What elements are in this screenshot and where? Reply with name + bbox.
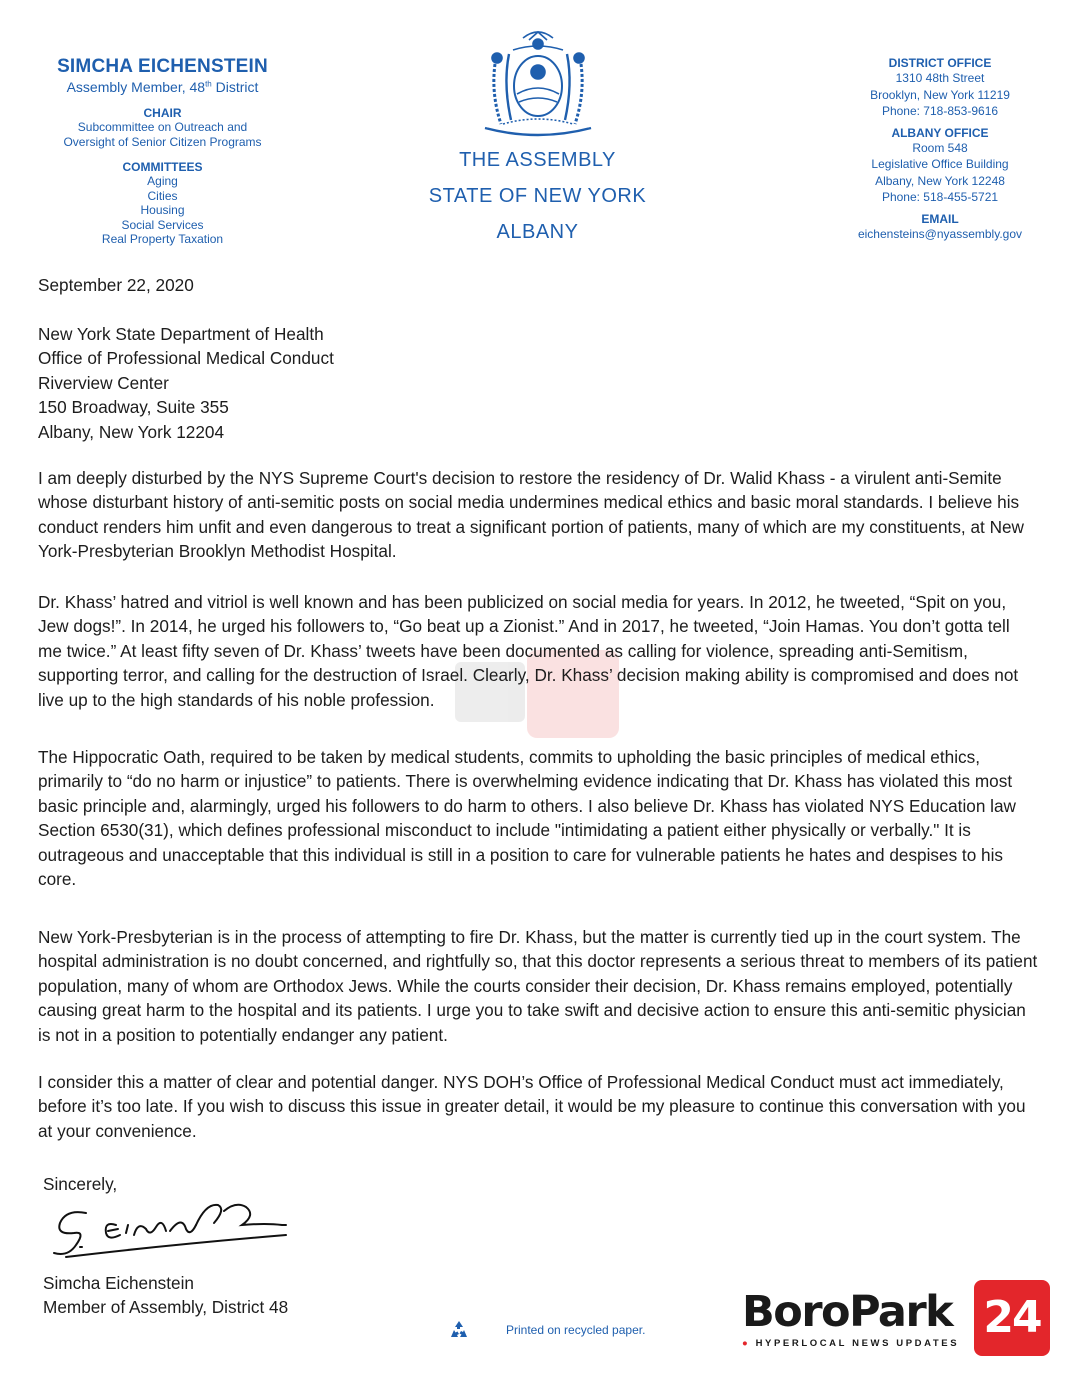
letter-paragraph: The Hippocratic Oath, required to be taken by medical students, commits to upholding the basic principles of medical ethics, primarily to “do no harm or injustice” to patients. There is overwhelming evidence indicating that Dr. Khass has violated this most basic principle and, alarmingly, urged his followers to do harm to others. I also believe Dr. Khass has violated NYS Education law Section 6530(31), which defines professional misconduct to include "intimidating a patient either physically or verbally." It is outrageous and unacceptable that this individual is still in a position to care for vulnerable patients he hates and despises to his core.	[38, 747, 1016, 890]
signer-name: Simcha Eichenstein	[43, 1273, 194, 1293]
recipient-line: Office of Professional Medical Conduct	[38, 348, 334, 369]
committees-heading: COMMITTEES	[122, 160, 203, 174]
albany-office-line: Legislative Office Building	[871, 157, 1009, 171]
recipient-address	[38, 322, 1038, 444]
city-title: ALBANY	[496, 221, 579, 243]
committee-item: Cities	[147, 188, 178, 203]
district-office-line: 1310 48th Street	[895, 71, 985, 85]
email-heading: EMAIL	[921, 211, 959, 226]
letter-paragraph: New York-Presbyterian is in the process of attempting to fire Dr. Khass, but the matter is currently tied up in the court system. The hospital administration is no doubt concerned, and rightfully so, that this doctor represents a serious threat to members of its patient population, many of whom are Orthodox Jews. While the courts consider their decision, Dr. Khass remains employed, potentially causing great harm to the hospital and its patients. I urge you to take swift and decisive action to ensure this anti-semitic physician is not in a position to potentially endanger any patient.	[38, 927, 1038, 1045]
albany-office-line: Albany, New York 12248	[875, 173, 1005, 188]
email-address: eichensteins@nyassembly.gov	[857, 226, 1023, 241]
committee-item: Aging	[147, 174, 178, 188]
albany-office-line: Room 548	[912, 140, 968, 155]
letterhead-assembly-block	[385, 24, 690, 250]
member-name: SIMCHA EICHENSTEIN	[57, 56, 268, 77]
handwritten-signature	[46, 1195, 296, 1265]
logo-word: BoroPark	[742, 1287, 953, 1337]
district-office-heading: DISTRICT OFFICE	[888, 56, 992, 70]
district-office-line: Phone: 718-853-9616	[881, 104, 999, 118]
new-york-state-seal-icon	[473, 24, 603, 142]
logo-tagline: ● HYPERLOCAL NEWS UPDATES	[742, 1338, 960, 1349]
recipient-line: Albany, New York 12204	[38, 421, 225, 442]
committee-item: Real Property Taxation	[101, 232, 224, 246]
recipient-line: 150 Broadway, Suite 355	[38, 397, 229, 418]
assembly-title: THE ASSEMBLY	[459, 149, 616, 171]
letter-paragraph: I consider this a matter of clear and potential danger. NYS DOH’s Office of Professional Medical Conduct must act immediately, before it’s too late. If you wish to discuss this issue in greater detail, it would be my pleasure to continue this conversation with you at your convenience.	[38, 1072, 1026, 1141]
letter-paragraph: Dr. Khass’ hatred and vitriol is well known and has been publicized on social media for years. In 2012, he tweeted, “Spit on you, Jew dogs!”. In 2014, he urged his followers to, “Go beat up a Zionist.” And in 2017, he tweeted, “Join Hamas. You don’t gotta tell me twice.” At least fifty seven of Dr. Khass’ tweets have been documented as calling for violence, spreading anti-Semitism, supporting terror, and calling for the destruction of Israel. Clearly, Dr. Khass’ decision making ability is compromised and does not live up to the high standards of his noble profession.	[38, 592, 1019, 710]
district-office-line: Brooklyn, New York 11219	[870, 87, 1010, 102]
recycled-text: Printed on recycled paper.	[506, 1323, 646, 1337]
letter-paragraph: I am deeply disturbed by the NYS Supreme Court's decision to restore the residency of Dr. Walid Khass - a virulent anti-Semite whose disturbant history of anti-semitic posts on social media undermines medical ethics and basic moral standards. I believe his conduct renders him unfit and even dangerous to treat a significant portion of patients, many of which are my constituents, at New York-Presbyterian Brooklyn Methodist Hospital.	[38, 468, 1024, 562]
boropark24-logo	[742, 1280, 1054, 1358]
albany-office-line: Phone: 518-455-5721	[881, 190, 999, 204]
chair-line: Oversight of Senior Citizen Programs	[63, 134, 262, 149]
recipient-line: Riverview Center	[38, 372, 169, 393]
committee-item: Housing	[140, 203, 185, 217]
recipient-line: New York State Department of Health	[38, 324, 324, 344]
chair-heading: CHAIR	[143, 106, 182, 120]
recycle-icon	[448, 1319, 470, 1341]
letterhead-offices-block	[835, 56, 1045, 242]
member-title: Assembly Member, 48th District	[66, 79, 259, 95]
logo-number-badge: 24	[974, 1280, 1050, 1356]
recycled-note	[448, 1319, 645, 1341]
state-title: STATE OF NEW YORK	[428, 185, 647, 207]
letter-closing: Sincerely,	[43, 1174, 118, 1194]
letterhead-member-block	[30, 56, 295, 247]
albany-office-heading: ALBANY OFFICE	[891, 125, 989, 140]
letter-date: September 22, 2020	[38, 275, 194, 295]
signer-title: Member of Assembly, District 48	[43, 1297, 289, 1318]
chair-line: Subcommittee on Outreach and	[77, 120, 248, 134]
committee-item: Social Services	[121, 217, 204, 232]
